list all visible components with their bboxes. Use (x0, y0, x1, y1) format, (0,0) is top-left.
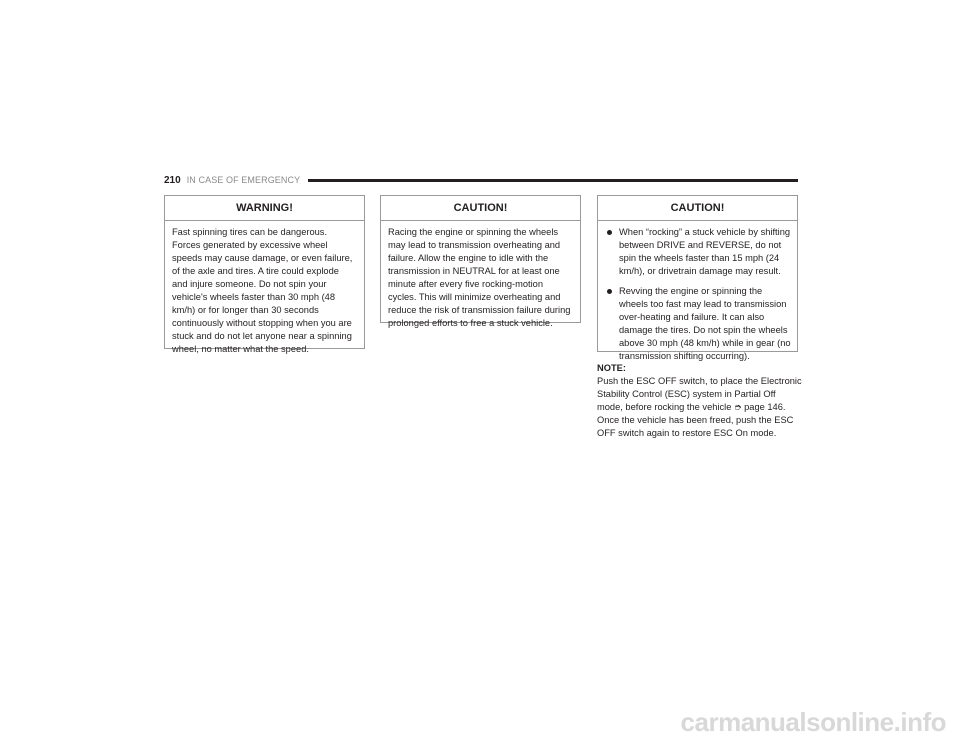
caution-box-1 (380, 195, 581, 328)
bullet-text: Revving the engine or spinning the wheels too fast may lead to transmission over-heating and failure. It can also damage the tires. Do not spin the wheels above 30 mph (48 km/h) while in gear (no transmission shifting occurring). (619, 286, 791, 361)
page-ref-arrow-icon: ➮ (733, 402, 742, 412)
page-number: 210 (164, 174, 181, 186)
list-item (606, 226, 791, 278)
caution-text-1: Racing the engine or spinning the wheels may lead to transmission overheating and failure. Allow the engine to idle with the transmission in NEUTRAL for at least one minute after every five rocking-motion cycles. This will minimize overheating and reduce the risk of transmission failure during prolonged efforts to free a stuck vehicle. (388, 227, 571, 328)
caution-heading-2: CAUTION! (598, 196, 797, 221)
note-text-after-ref: Once the vehicle has been freed, push the ESC OFF switch again to restore ESC On mode. (597, 415, 794, 438)
page-ref-link[interactable]: page 146. (744, 402, 786, 412)
page-header (164, 173, 798, 187)
list-item (606, 285, 791, 363)
bullet-icon (607, 289, 612, 294)
warning-box (164, 195, 365, 354)
header-rule (308, 179, 798, 182)
note-text-before-ref: Push the ESC OFF switch, to place the Electronic Stability Control (ESC) system in Partial Off mode, before rocking the vehicle (597, 376, 802, 412)
caution-box-2 (597, 195, 798, 361)
watermark: carmanualsonline.info (680, 707, 946, 737)
bullet-text: When “rocking” a stuck vehicle by shifting between DRIVE and REVERSE, do not spin the wheels faster than 15 mph (24 km/h), or drivetrain damage may result. (619, 227, 791, 276)
caution-bullet-list (598, 221, 797, 369)
note-label: NOTE: (597, 363, 626, 373)
note-text (597, 375, 802, 440)
warning-text: Fast spinning tires can be dangerous. Forces generated by excessive wheel speeds may cause damage, or even failure, of the axle and tires. A tire could explode and injure someone. Do not spin your vehicle's wheels faster than 30 mph (48 km/h) or for longer than 30 seconds continuously without stopping when you are stuck and do not let anyone near a spinning wheel, no matter what the speed. (172, 227, 353, 354)
note-block (597, 362, 802, 440)
bullet-icon (607, 230, 612, 235)
caution-heading-1: CAUTION! (381, 196, 580, 221)
section-title: IN CASE OF EMERGENCY (186, 175, 301, 185)
warning-heading: WARNING! (165, 196, 364, 221)
